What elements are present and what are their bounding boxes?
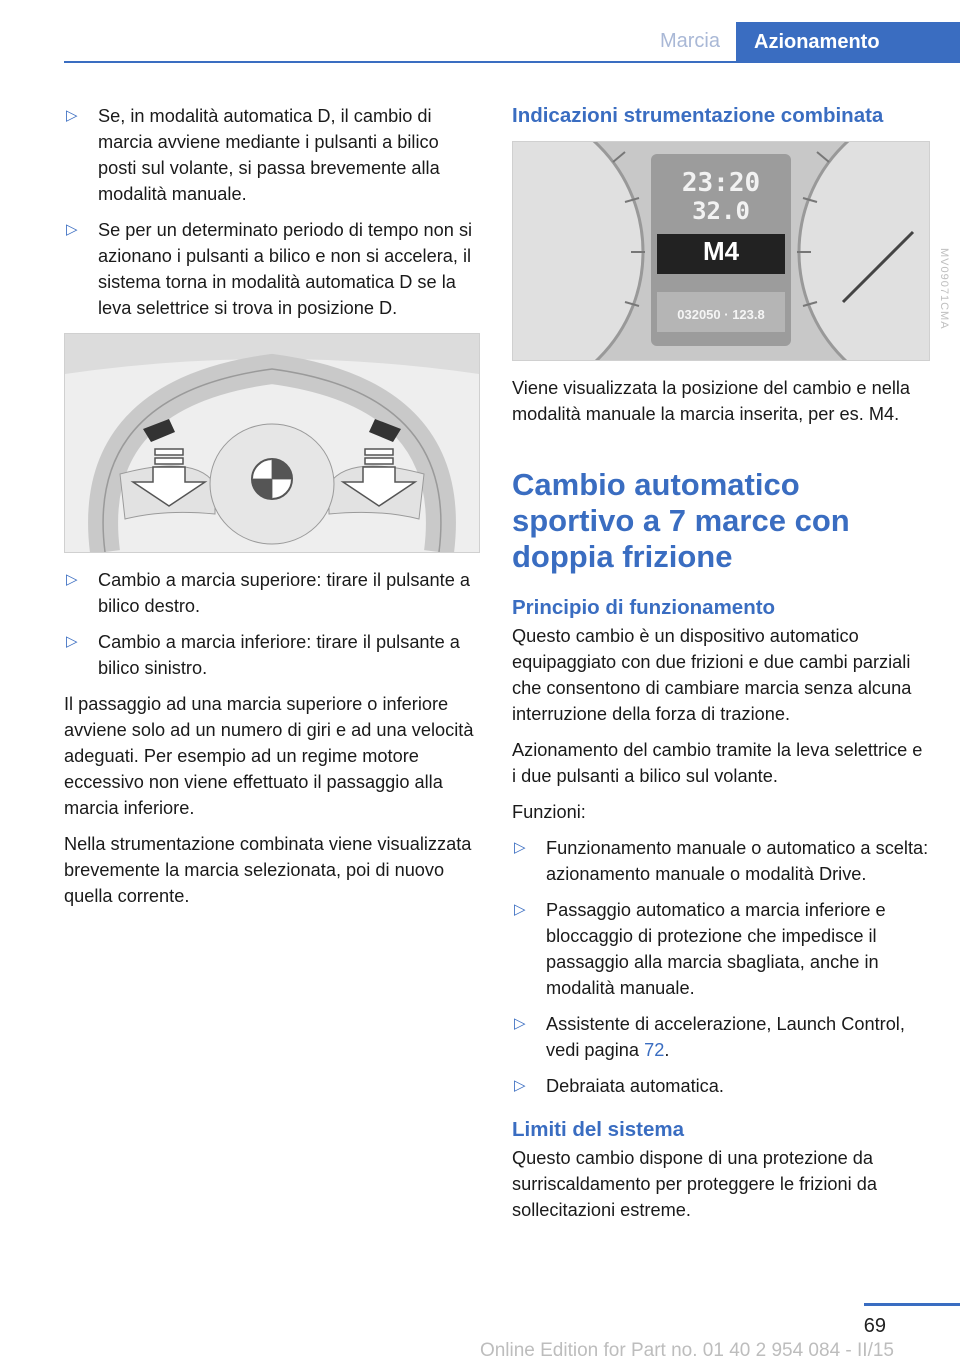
right-column: [512, 103, 930, 1233]
bullet-list-bottom: [64, 567, 482, 681]
edition-text: Online Edition for Part no. 01 40 2 954 084 - II/15: [479, 1340, 894, 1361]
page-number: 69: [863, 1315, 886, 1337]
paragraph: Il passaggio ad una marcia superiore o inferiore avviene solo ad un numero di giri e ad una velocità adeguati. Per esempio ad un regime motore eccessivo non viene effettuato il passaggio alla marcia inferiore.: [64, 694, 474, 818]
list-item: ▷ Se per un determinato periodo di tempo non si azionano i pulsanti a bilico e non si accelera, il sistema torna in modalità automatica D se la leva selettrice si trova in posizione D.: [64, 217, 482, 321]
list-item: ▷ Passaggio automatico a marcia inferiore e bloccaggio di protezione che impedisce il passaggio alla marcia sbagliata, anche in modalità manuale.: [512, 897, 930, 1001]
paragraph: Nella strumentazione combinata viene visualizzata brevemente la marcia selezionata, poi di nuovo quella corrente.: [64, 834, 472, 906]
triangle-bullet-icon: ▷: [514, 901, 526, 918]
list-item: ▷ Assistente di accelerazione, Launch Control, vedi pagina 72.: [512, 1011, 930, 1063]
triangle-bullet-icon: ▷: [66, 633, 78, 650]
instrument-cluster-figure: [512, 141, 930, 361]
triangle-bullet-icon: ▷: [514, 1015, 526, 1032]
chapter-tab: Azionamento: [736, 22, 960, 63]
functions-list: [512, 835, 930, 1099]
list-item: ▷ Cambio a marcia superiore: tirare il pulsante a bilico destro.: [64, 567, 482, 619]
list-item: ▷ Cambio a marcia inferiore: tirare il pulsante a bilico sinistro.: [64, 629, 482, 681]
list-item: ▷ Funzionamento manuale o automatico a scelta: azionamento manuale o modalità Drive.: [512, 835, 930, 887]
section-heading: Indicazioni strumentazione combinata: [512, 104, 884, 127]
triangle-bullet-icon: ▷: [66, 107, 78, 124]
list-item: ▷ Se, in modalità automatica D, il cambio di marcia avviene mediante i pulsanti a bilico posti sul volante, si passa brevemente alla modalità manuale.: [64, 103, 482, 207]
page-link[interactable]: 72: [644, 1040, 665, 1060]
bullet-list-top: [64, 103, 482, 321]
section-title: Marcia: [659, 30, 720, 52]
cluster-time: 23:20: [681, 168, 761, 198]
triangle-bullet-icon: ▷: [66, 221, 78, 238]
cluster-temperature: 32.0: [692, 197, 750, 225]
left-column: [64, 103, 482, 919]
paragraph: Funzioni:: [512, 802, 586, 822]
paragraph: Questo cambio dispone di una protezione da surriscaldamento per proteggere le frizioni da sollecitazioni estreme.: [512, 1148, 877, 1220]
chapter-heading: Cambio automatico sportivo a 7 marce con doppia frizione: [512, 467, 850, 574]
image-code: MV09071CMA: [938, 248, 950, 330]
section-heading: Limiti del sistema: [512, 1118, 685, 1141]
triangle-bullet-icon: ▷: [66, 571, 78, 588]
list-item: ▷ Debraiata automatica.: [512, 1073, 930, 1099]
cluster-gear: M4: [702, 236, 740, 266]
triangle-bullet-icon: ▷: [514, 839, 526, 856]
paragraph: Azionamento del cambio tramite la leva selettrice e i due pulsanti a bilico sul volante.: [512, 740, 923, 786]
footer-rule: [864, 1303, 960, 1306]
triangle-bullet-icon: ▷: [514, 1077, 526, 1094]
header-rule: [64, 61, 960, 63]
steering-wheel-figure: [64, 333, 480, 553]
steering-wheel-illustration: [65, 334, 479, 552]
page-header: [0, 22, 960, 62]
paragraph: Questo cambio è un dispositivo automatico equipaggiato con due frizioni e due cambi parziali che consentono di cambiare marcia senza alcuna interruzione della forza di trazione.: [512, 626, 912, 724]
paragraph: Viene visualizzata la posizione del cambio e nella modalità manuale la marcia inserita, per es. M4.: [512, 378, 911, 424]
cluster-odometer: 032050 · 123.8: [677, 307, 765, 322]
section-heading: Principio di funzionamento: [512, 596, 776, 619]
